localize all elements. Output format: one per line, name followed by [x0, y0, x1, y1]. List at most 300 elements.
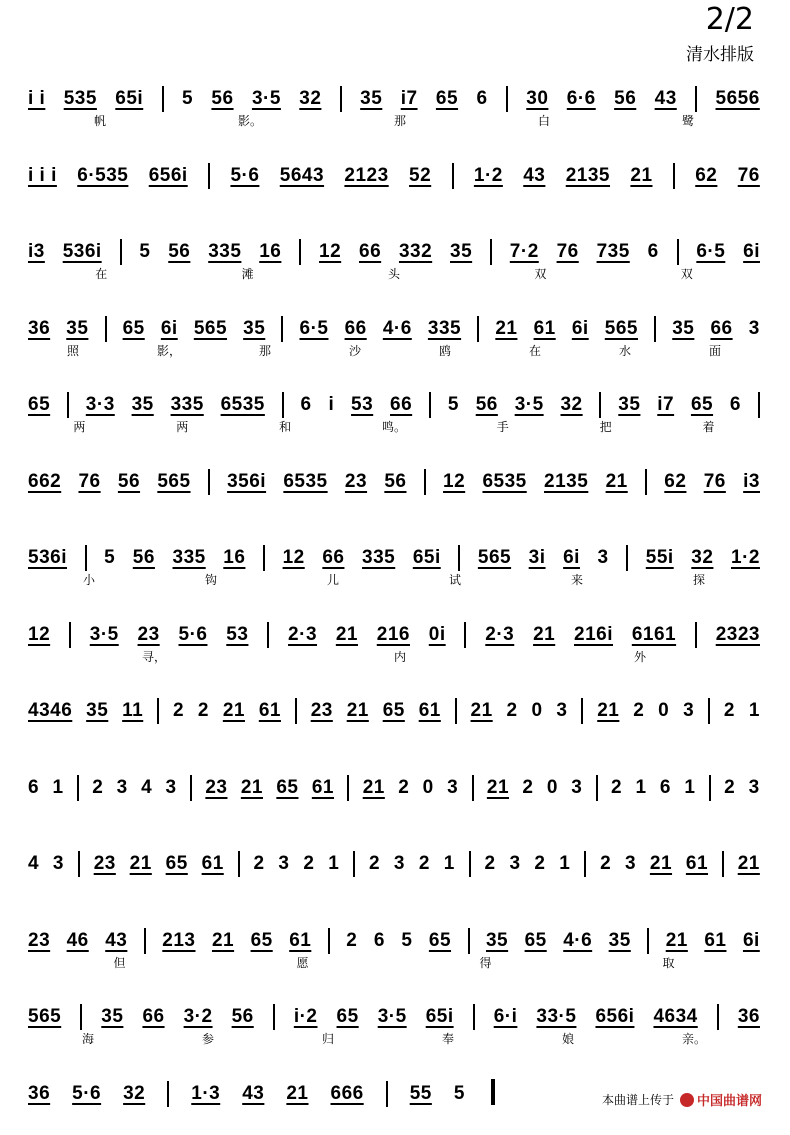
bar-line — [584, 851, 586, 877]
lyric-word: 影， — [157, 342, 181, 360]
bar-line — [77, 775, 79, 801]
note-group: 55 — [410, 1083, 432, 1105]
note-group: 32 — [691, 547, 713, 569]
lyric-word: 面 — [709, 342, 721, 360]
note-group: 335 — [362, 547, 395, 569]
lyric-word: 把 — [600, 418, 612, 436]
note-group: 4·6 — [383, 318, 412, 340]
note-group: 21 — [495, 318, 517, 340]
note-group: 2 — [485, 853, 496, 875]
lyric-word: 那 — [394, 112, 406, 130]
note-group: 536i — [28, 547, 67, 569]
note-group: 0 — [658, 700, 669, 722]
lyric-row — [28, 648, 760, 666]
note-group: 356i — [227, 471, 266, 493]
note-group: 213 — [162, 930, 195, 952]
note-group: 65i — [115, 88, 143, 110]
lyric-word: 影。 — [238, 112, 262, 130]
lyric-row — [28, 1107, 760, 1125]
note-group: i i i — [28, 165, 57, 187]
note-row — [28, 294, 760, 340]
note-group: i7 — [401, 88, 418, 110]
note-group: 1 — [749, 700, 760, 722]
note-group: 43 — [523, 165, 545, 187]
note-group: 65 — [691, 394, 713, 416]
note-group: 2135 — [544, 471, 588, 493]
note-group: 21 — [650, 853, 672, 875]
note-group: 6·5 — [696, 241, 725, 263]
score — [28, 64, 760, 1135]
note-group: 35 — [86, 700, 108, 722]
note-group: 2 — [507, 700, 518, 722]
bar-line — [267, 622, 269, 648]
note-group: 335 — [428, 318, 461, 340]
note-group: 35 — [101, 1006, 123, 1028]
bar-line — [78, 851, 80, 877]
note-group: 1 — [444, 853, 455, 875]
note-group: 32 — [299, 88, 321, 110]
note-group: 56 — [384, 471, 406, 493]
note-group: 61 — [259, 700, 281, 722]
note-group: 21 — [130, 853, 152, 875]
note-group: 6 — [660, 777, 671, 799]
note-group: 565 — [478, 547, 511, 569]
lyric-word: 奉 — [442, 1030, 454, 1048]
note-group: 6·6 — [567, 88, 596, 110]
note-group: 1·2 — [474, 165, 503, 187]
lyric-word: 滩 — [242, 265, 254, 283]
note-group: 56 — [476, 394, 498, 416]
lyric-row — [28, 265, 760, 283]
lyric-row — [28, 112, 760, 130]
note-group: 666 — [331, 1083, 364, 1105]
note-group: 3·3 — [86, 394, 115, 416]
note-group: 56 — [133, 547, 155, 569]
note-group: 65 — [166, 853, 188, 875]
note-group: 565 — [194, 318, 227, 340]
note-group: i·2 — [294, 1006, 318, 1028]
note-group: 35 — [66, 318, 88, 340]
lyric-word: 儿 — [327, 571, 339, 589]
bar-line — [458, 545, 460, 571]
note-group: 5·6 — [179, 624, 208, 646]
note-group: 3 — [749, 318, 760, 340]
note-group: 61 — [534, 318, 556, 340]
bar-line — [647, 928, 649, 954]
bar-line — [157, 698, 159, 724]
bar-line — [654, 316, 656, 342]
note-row — [28, 906, 760, 952]
lyric-row — [28, 495, 760, 513]
note-group: 2 — [419, 853, 430, 875]
lyric-word: 归 — [322, 1030, 334, 1048]
lyric-word: 内 — [394, 648, 406, 666]
note-group: 61 — [704, 930, 726, 952]
bar-line — [464, 622, 466, 648]
note-group: 32 — [560, 394, 582, 416]
note-group: 43 — [105, 930, 127, 952]
bar-line — [424, 469, 426, 495]
note-group: 33·5 — [536, 1006, 576, 1028]
lyric-word: 参 — [202, 1030, 214, 1048]
note-group: 2 — [92, 777, 103, 799]
arranger-credit: 清水排版 — [686, 40, 754, 65]
lyric-row — [28, 418, 760, 436]
note-group: 65 — [276, 777, 298, 799]
bar-line — [473, 1004, 475, 1030]
note-group: 12 — [443, 471, 465, 493]
note-group: 3 — [278, 853, 289, 875]
note-group: 21 — [336, 624, 358, 646]
note-group: 30 — [526, 88, 548, 110]
bar-line — [709, 775, 711, 801]
lyric-word: 探 — [693, 571, 705, 589]
note-group: 0 — [547, 777, 558, 799]
note-group: 66 — [322, 547, 344, 569]
note-group: 2 — [369, 853, 380, 875]
note-group: 35 — [132, 394, 154, 416]
bar-line — [596, 775, 598, 801]
lyric-row — [28, 1030, 760, 1048]
score-line — [28, 294, 760, 371]
note-group: 662 — [28, 471, 61, 493]
bar-line — [645, 469, 647, 495]
bar-line — [263, 545, 265, 571]
note-group: 2 — [633, 700, 644, 722]
note-group: 35 — [486, 930, 508, 952]
note-group: 216i — [574, 624, 613, 646]
note-group: 21 — [738, 853, 760, 875]
lyric-word: 得 — [479, 954, 491, 972]
note-group: 6 — [476, 88, 487, 110]
note-group: 6i — [563, 547, 580, 569]
site-logo[interactable] — [680, 1090, 762, 1109]
note-group: 4 — [141, 777, 152, 799]
note-group: 565 — [605, 318, 638, 340]
lyric-word: 水 — [619, 342, 631, 360]
bar-line — [67, 392, 69, 418]
note-group: 21 — [533, 624, 555, 646]
note-group: 1 — [684, 777, 695, 799]
note-group: 6 — [730, 394, 741, 416]
bar-line — [452, 163, 454, 189]
note-group: 21 — [212, 930, 234, 952]
lyric-word: 海 — [82, 1030, 94, 1048]
note-group: 12 — [28, 624, 50, 646]
bar-line — [282, 392, 284, 418]
note-group: 66 — [345, 318, 367, 340]
bar-line — [340, 86, 342, 112]
score-line — [28, 523, 760, 600]
note-group: 32 — [123, 1083, 145, 1105]
note-group: 656i — [149, 165, 188, 187]
note-group: 2323 — [716, 624, 760, 646]
bar-line — [490, 239, 492, 265]
note-group: 76 — [78, 471, 100, 493]
note-group: 11 — [122, 700, 143, 722]
score-line — [28, 829, 760, 906]
note-row — [28, 217, 760, 263]
bar-line — [506, 86, 508, 112]
bar-line — [717, 1004, 719, 1030]
bar-line — [208, 163, 210, 189]
note-group: 3·5 — [515, 394, 544, 416]
note-row — [28, 600, 760, 646]
note-group: 66 — [710, 318, 732, 340]
lyric-word: 寻， — [142, 648, 166, 666]
site-logo-icon — [680, 1093, 694, 1107]
score-line — [28, 64, 760, 141]
note-group: 23 — [138, 624, 160, 646]
note-group: 23 — [28, 930, 50, 952]
note-row — [28, 64, 760, 110]
bar-line — [273, 1004, 275, 1030]
note-group: 43 — [655, 88, 677, 110]
note-group: 62 — [695, 165, 717, 187]
note-group: 76 — [557, 241, 579, 263]
note-row — [28, 370, 760, 416]
note-group: 4 — [28, 853, 39, 875]
note-group: 35 — [618, 394, 640, 416]
bar-line — [120, 239, 122, 265]
lyric-word: 鹭 — [682, 112, 694, 130]
page-number: 2/2 — [706, 2, 754, 37]
note-group: 65 — [525, 930, 547, 952]
note-group: 65 — [28, 394, 50, 416]
lyric-word: 鸥 — [439, 342, 451, 360]
note-group: 335 — [173, 547, 206, 569]
note-group: 61 — [312, 777, 334, 799]
note-group: 53 — [351, 394, 373, 416]
note-group: 12 — [283, 547, 305, 569]
note-group: 2·3 — [288, 624, 317, 646]
note-group: 3 — [509, 853, 520, 875]
note-group: i3 — [28, 241, 45, 263]
note-group: 23 — [205, 777, 227, 799]
bar-line — [105, 316, 107, 342]
bar-line — [695, 622, 697, 648]
note-group: 656i — [595, 1006, 634, 1028]
note-group: 3·5 — [378, 1006, 407, 1028]
note-group: 66 — [142, 1006, 164, 1028]
note-group: 36 — [738, 1006, 760, 1028]
note-group: i7 — [657, 394, 674, 416]
lyric-row — [28, 189, 760, 207]
note-group: 21 — [487, 777, 509, 799]
lyric-word: 双 — [534, 265, 546, 283]
bar-line — [347, 775, 349, 801]
score-line — [28, 447, 760, 524]
bar-line — [673, 163, 675, 189]
lyric-word: 帆 — [94, 112, 106, 130]
note-group: 6 — [301, 394, 312, 416]
note-group: 5 — [454, 1083, 465, 1105]
note-group: 6i — [743, 930, 760, 952]
note-group: 16 — [259, 241, 281, 263]
bar-line — [599, 392, 601, 418]
note-group: 6 — [28, 777, 39, 799]
note-group: 61 — [289, 930, 311, 952]
note-group: 16 — [223, 547, 245, 569]
note-group: 3 — [598, 547, 609, 569]
note-group: 2 — [724, 700, 735, 722]
note-group: i — [328, 394, 334, 416]
note-group: 43 — [242, 1083, 264, 1105]
bar-line — [80, 1004, 82, 1030]
note-group: 335 — [171, 394, 204, 416]
note-group: 2 — [534, 853, 545, 875]
note-group: 35 — [243, 318, 265, 340]
bar-line — [167, 1081, 169, 1107]
note-group: 21 — [597, 700, 619, 722]
note-group: 5 — [139, 241, 150, 263]
bar-line — [677, 239, 679, 265]
bar-line — [238, 851, 240, 877]
score-line — [28, 753, 760, 830]
note-group: 2 — [173, 700, 184, 722]
bar-line — [69, 622, 71, 648]
note-group: 2 — [611, 777, 622, 799]
lyric-word: 但 — [113, 954, 125, 972]
note-group: 216 — [377, 624, 410, 646]
note-row — [28, 447, 760, 493]
note-group: 6·535 — [77, 165, 128, 187]
lyric-word: 双 — [681, 265, 693, 283]
note-group: 6i — [743, 241, 760, 263]
note-group: i i — [28, 88, 45, 110]
note-group: 65i — [413, 547, 441, 569]
score-line — [28, 600, 760, 677]
note-group: 66 — [359, 241, 381, 263]
lyric-row — [28, 801, 760, 819]
note-group: 55i — [646, 547, 674, 569]
note-row — [28, 982, 760, 1028]
bar-line — [299, 239, 301, 265]
note-group: 3·5 — [90, 624, 119, 646]
note-group: 1 — [328, 853, 339, 875]
note-group: 65 — [251, 930, 273, 952]
note-group: 21 — [286, 1083, 308, 1105]
note-group: 62 — [664, 471, 686, 493]
note-row — [28, 141, 760, 187]
note-group: 4·6 — [563, 930, 592, 952]
lyric-word: 着 — [702, 418, 714, 436]
note-group: 2 — [253, 853, 264, 875]
bar-line — [626, 545, 628, 571]
note-group: 6 — [374, 930, 385, 952]
bar-line — [472, 775, 474, 801]
lyric-row — [28, 877, 760, 895]
note-group: 2123 — [344, 165, 388, 187]
note-group: 2·3 — [485, 624, 514, 646]
final-bar-line — [491, 1079, 495, 1105]
lyric-word: 在 — [95, 265, 107, 283]
note-group: 3 — [166, 777, 177, 799]
bar-line — [85, 545, 87, 571]
note-group: 21 — [347, 700, 369, 722]
note-group: 61 — [419, 700, 441, 722]
note-group: 335 — [208, 241, 241, 263]
note-group: 5643 — [280, 165, 324, 187]
note-group: 61 — [686, 853, 708, 875]
note-group: 21 — [471, 700, 493, 722]
note-group: 565 — [28, 1006, 61, 1028]
note-group: 36 — [28, 1083, 50, 1105]
note-group: 6535 — [283, 471, 327, 493]
note-group: 35 — [609, 930, 631, 952]
note-group: 21 — [223, 700, 245, 722]
note-group: 56 — [211, 88, 233, 110]
note-group: 3·5 — [252, 88, 281, 110]
note-group: 56 — [232, 1006, 254, 1028]
bar-line — [695, 86, 697, 112]
note-group: 5 — [182, 88, 193, 110]
lyric-word: 钩 — [205, 571, 217, 589]
note-group: 5·6 — [72, 1083, 101, 1105]
note-group: 332 — [399, 241, 432, 263]
note-group: 21 — [630, 165, 652, 187]
lyric-row — [28, 724, 760, 742]
bar-line — [353, 851, 355, 877]
lyric-row — [28, 954, 760, 972]
lyric-word: 沙 — [349, 342, 361, 360]
upload-credit — [602, 1090, 762, 1109]
note-group: 1 — [52, 777, 63, 799]
lyric-word: 白 — [538, 112, 550, 130]
bar-line — [477, 316, 479, 342]
note-group: 36 — [28, 318, 50, 340]
note-group: 65i — [426, 1006, 454, 1028]
score-line — [28, 676, 760, 753]
lyric-word: 愿 — [296, 954, 308, 972]
note-group: 535 — [64, 88, 97, 110]
note-group: 3 — [749, 777, 760, 799]
note-group: 2 — [398, 777, 409, 799]
lyric-word: 小 — [83, 571, 95, 589]
lyric-word: 照 — [67, 342, 79, 360]
bar-line — [468, 928, 470, 954]
note-group: 6·5 — [300, 318, 329, 340]
note-group: 23 — [94, 853, 116, 875]
note-group: 2 — [198, 700, 209, 722]
note-group: 3 — [53, 853, 64, 875]
bar-line — [455, 698, 457, 724]
note-group: 3 — [117, 777, 128, 799]
note-group: 735 — [597, 241, 630, 263]
note-group: 65 — [383, 700, 405, 722]
note-group: 6i — [161, 318, 178, 340]
note-group: 6i — [572, 318, 589, 340]
note-group: 2 — [522, 777, 533, 799]
note-group: 3 — [571, 777, 582, 799]
note-group: 1·3 — [191, 1083, 220, 1105]
note-group: 5 — [401, 930, 412, 952]
score-line — [28, 141, 760, 218]
bar-line — [190, 775, 192, 801]
note-group: 65 — [436, 88, 458, 110]
lyric-word: 取 — [662, 954, 674, 972]
note-group: 35 — [450, 241, 472, 263]
note-group: 21 — [363, 777, 385, 799]
note-group: 1 — [559, 853, 570, 875]
note-row — [28, 676, 760, 722]
note-group: 3i — [529, 547, 546, 569]
bar-line — [469, 851, 471, 877]
note-group: 1 — [635, 777, 646, 799]
lyric-word: 和 — [279, 418, 291, 436]
note-group: 4634 — [653, 1006, 697, 1028]
lyric-word: 两 — [176, 418, 188, 436]
